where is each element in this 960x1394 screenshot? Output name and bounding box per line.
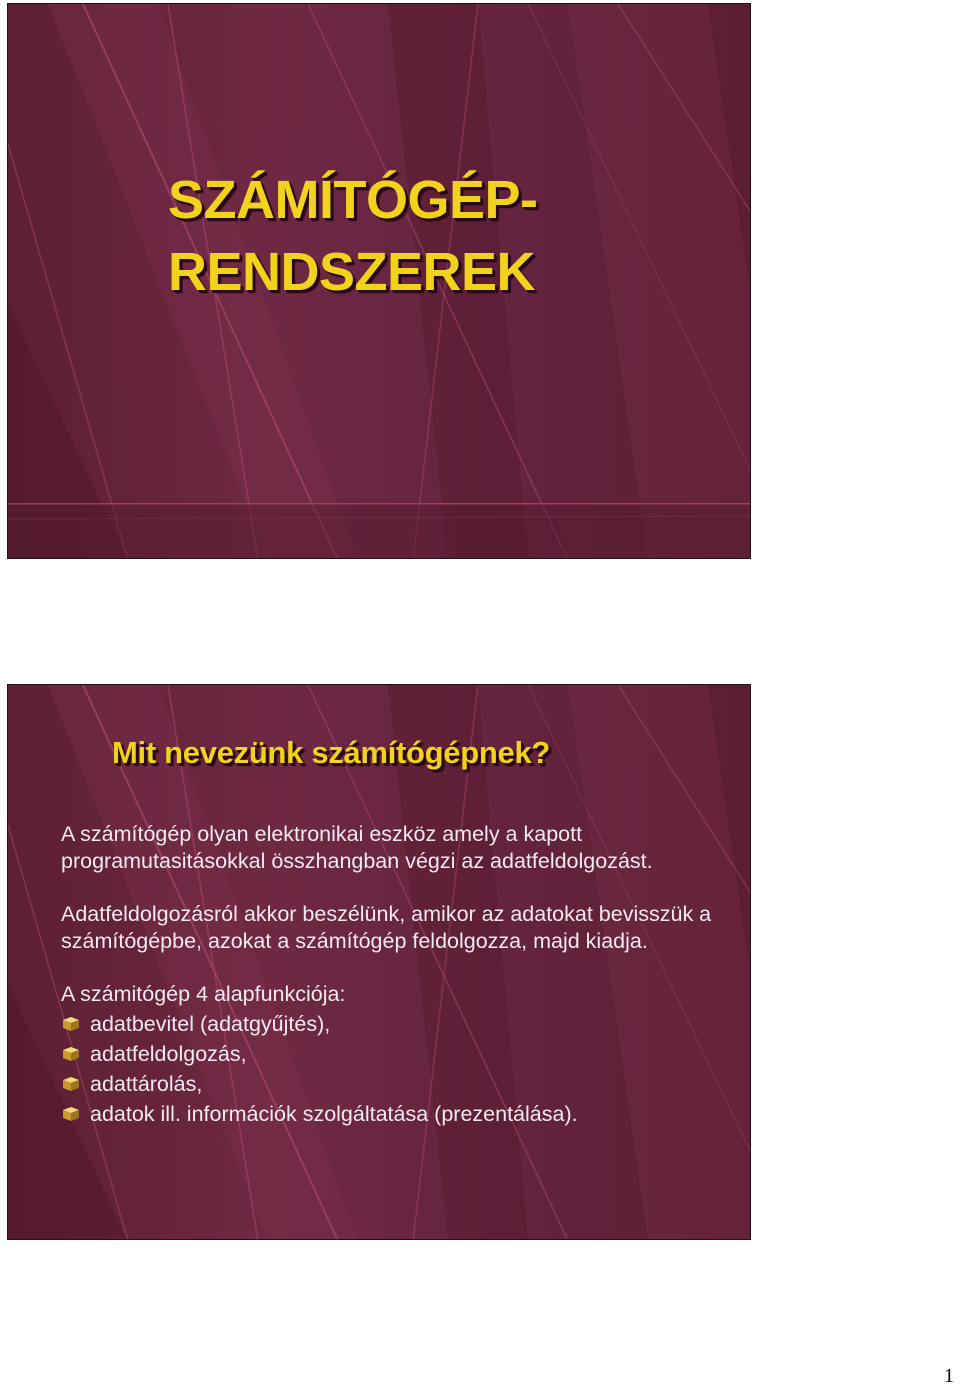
title-slide [7,3,751,559]
list-item-text: adatok ill. információk szolgáltatása (prezentálása). [90,1102,578,1126]
slide-title [168,164,538,308]
functions-list [61,1011,741,1128]
list-item-text: adatfeldolgozás, [90,1042,247,1066]
gold-cube-bullet-icon [63,1077,79,1091]
list-item-text: adattárolás, [90,1072,203,1096]
slide-body [61,821,741,1131]
gold-cube-bullet-icon [63,1107,79,1121]
definition-slide [7,684,751,1240]
page-number: 1 [944,1365,954,1387]
gold-cube-bullet-icon [63,1017,79,1031]
paragraph-functions-intro: A számitógép 4 alapfunkciója: [61,982,346,1006]
paragraph-data-processing: Adatfeldolgozásról akkor beszélünk, amikor az adatokat bevisszük a számítógépbe, azokat a számítógép feldolgozza, majd kiadja. [61,902,712,953]
slide-title: Mit nevezünk számítógépnek? [112,735,551,770]
list-item [61,1041,741,1068]
title-line-1: SZÁMÍTÓGÉP- [168,170,538,230]
title-line-2: RENDSZEREK [168,242,536,302]
list-item [61,1071,741,1098]
list-item [61,1101,741,1128]
gold-cube-bullet-icon [63,1047,79,1061]
list-item-text: adatbevitel (adatgyűjtés), [90,1012,331,1036]
paragraph-definition: A számítógép olyan elektronikai eszköz amely a kapott programutasitásokkal összhangban végzi az adatfeldolgozást. [61,822,653,873]
list-item [61,1011,741,1038]
